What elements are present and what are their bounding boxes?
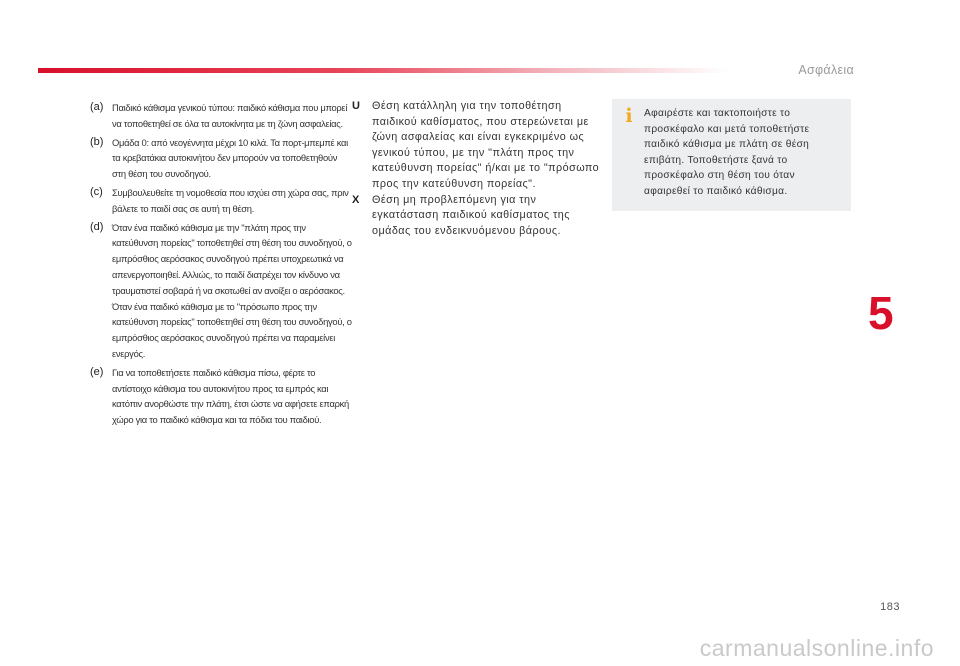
footnote-text: Παιδικό κάθισμα γενικού τύπου: παιδικό κάθισμα που μπορεί να τοποθετηθεί σε όλα τα αυτοκίνητα με τη ζώνη ασφαλείας. [112, 102, 348, 129]
legend-text: Θέση μη προβλεπόμενη για την εγκατάσταση παιδικού καθίσματος της ομάδας του ενδεικνυόμενου βάρους. [372, 193, 570, 237]
legend-item-u [352, 99, 602, 193]
footnote-letter: (b) [90, 135, 104, 148]
watermark: carmanualsonline.info [699, 635, 934, 661]
footnotes-column [90, 100, 352, 431]
legend-letter: X [352, 193, 360, 206]
info-icon: i [625, 105, 633, 127]
legend-column [352, 99, 602, 239]
info-box [612, 99, 851, 211]
footnote-text: Συμβουλευθείτε τη νομοθεσία που ισχύει στη χώρα σας, πριν βάλετε το παιδί σας σε αυτή τη θέση. [112, 186, 349, 214]
footnote-letter: (d) [90, 220, 104, 233]
info-text: Αφαιρέστε και τακτοποιήστε το προσκέφαλο και μετά τοποθετήστε παιδικό κάθισμα με πλάτη σε θέση επιβάτη. Τοποθετήστε ξανά το προσκέφαλο στη θέση του όταν αφαιρεθεί το παιδικό κάθισμα. [644, 108, 810, 197]
footnote-c [90, 185, 352, 217]
chapter-number: 5 [868, 287, 894, 339]
header-accent-bar [38, 68, 728, 73]
legend-text: Θέση κατάλληλη για την τοποθέτηση παιδικού καθίσματος, που στερεώνεται με ζώνη ασφαλείας και είναι εγκεκριμένο ως γενικού τύπου, με την "πλάτη προς την κατεύθυνση πορείας" ή/και με το "πρόσωπο προς την κατεύθυνση πορείας". [372, 100, 600, 190]
legend-item-x [352, 193, 602, 240]
footnote-letter: (e) [90, 365, 104, 378]
footnote-text: Όταν ένα παιδικό κάθισμα με την "πλάτη προς την κατεύθυνση πορείας" τοποθετηθεί στη θέση του συνοδηγού, ο εμπρόσθιος αερόσακος συνοδηγού πρέπει υποχρεωτικά να απενεργοποιηθεί. Αλλιώς, το παιδί διατρέχει τον κίνδυνο να τραυματιστεί σοβαρά ή να σκοτωθεί αν ανοίξει ο αερόσακος. Όταν ένα παιδικό κάθισμα με το "πρόσωπο προς την κατεύθυνση πορείας" τοποθετηθεί στη θέση του συνοδηγού, ο εμπρόσθιος αερόσακος συνοδηγού πρέπει να παραμείνει ενεργός. [112, 221, 352, 359]
section-title: Ασφάλεια [798, 63, 854, 77]
footnote-b [90, 135, 352, 182]
footnote-letter: (a) [90, 101, 104, 113]
footnote-text: Για να τοποθετήσετε παιδικό κάθισμα πίσω, φέρτε το αντίστοιχο κάθισμα του αυτοκινήτου προς τα εμπρός και κατόπιν ανορθώστε την πλάτη, έτσι ώστε να αφήσετε επαρκή χώρο για το παιδικό κάθισμα και τα πόδια του παιδιού. [112, 366, 349, 426]
footnote-d [90, 220, 352, 362]
footnote-text: Ομάδα 0: από νεογέννητα μέχρι 10 κιλά. Τα πορτ-μπεμπέ και τα κρεβατάκια αυτοκινήτου δεν μπορούν να τοποθετηθούν στη θέση του συνοδηγού. [112, 136, 348, 180]
footnote-a [90, 100, 352, 132]
legend-letter: U [352, 100, 360, 112]
footnote-e [90, 365, 352, 428]
footnote-letter: (c) [90, 185, 103, 198]
page-number: 183 [880, 601, 900, 613]
